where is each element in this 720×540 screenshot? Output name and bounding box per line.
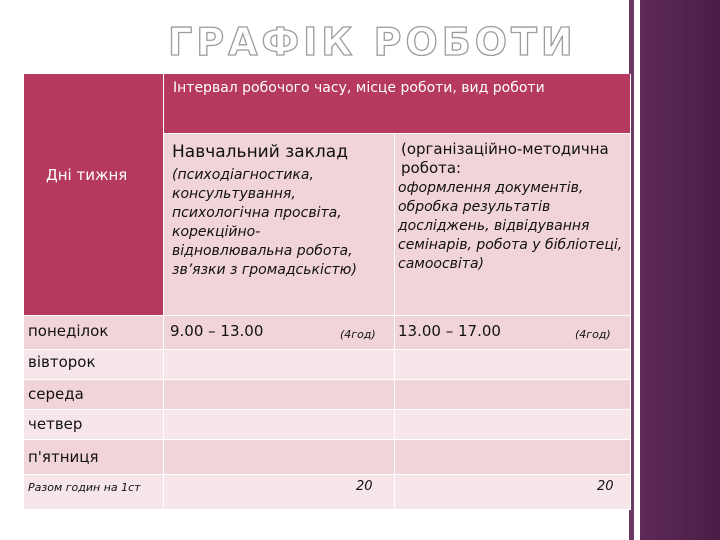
- total-col2: 20: [597, 479, 614, 494]
- day-cell: [24, 316, 164, 350]
- total-col2-cell: [395, 475, 631, 510]
- col2-header-cell: [395, 134, 631, 316]
- total-label: Разом годин на 1ст: [28, 481, 141, 494]
- day-cell: [24, 410, 164, 440]
- schedule-table: [24, 74, 631, 510]
- col2-heading: (організаційно-методична робота:: [401, 140, 609, 177]
- col1-heading: Навчальний заклад: [172, 142, 348, 162]
- empty-cell: [395, 440, 631, 475]
- day-cell: [24, 350, 164, 380]
- empty-cell: [164, 440, 395, 475]
- empty-cell: [164, 350, 395, 380]
- decorative-side-band: [640, 0, 720, 540]
- day-cell: [24, 440, 164, 475]
- day-label: середа: [28, 385, 84, 403]
- col1-header-cell: [164, 134, 395, 316]
- day-label: четвер: [28, 415, 83, 433]
- day-label: п'ятниця: [28, 448, 99, 466]
- day-label: понеділок: [28, 322, 109, 340]
- interval-header: Інтервал робочого часу, місце роботи, вид роботи: [173, 80, 545, 96]
- empty-cell: [164, 410, 395, 440]
- interval-header-cell: [164, 74, 631, 134]
- empty-cell: [395, 410, 631, 440]
- col2-time: 13.00 – 17.00: [398, 322, 501, 340]
- total-col1: 20: [356, 479, 373, 494]
- empty-cell: [164, 380, 395, 410]
- total-col1-cell: [164, 475, 395, 510]
- col1-hours: (4год): [340, 328, 376, 341]
- col1-details: (психодіагностика, консультування, психологічна просвіта, корекційно-відновлювальна робота, зв’язки з громадськістю): [172, 167, 357, 278]
- days-header-cell: [24, 74, 164, 316]
- day-label: вівторок: [28, 353, 96, 371]
- col2-time-cell: [395, 316, 631, 350]
- days-header: Дні тижня: [46, 166, 128, 184]
- col1-time-cell: [164, 316, 395, 350]
- page-title: ГРАФІК РОБОТИ: [168, 20, 577, 64]
- day-cell: [24, 380, 164, 410]
- col2-hours: (4год): [575, 328, 611, 341]
- empty-cell: [395, 380, 631, 410]
- total-label-cell: [24, 475, 164, 510]
- col2-details: оформлення документів, обробка результатів досліджень, відвідування семінарів, робота у бібліотеці, самоосвіта): [398, 180, 623, 272]
- empty-cell: [395, 350, 631, 380]
- col1-time: 9.00 – 13.00: [170, 322, 264, 340]
